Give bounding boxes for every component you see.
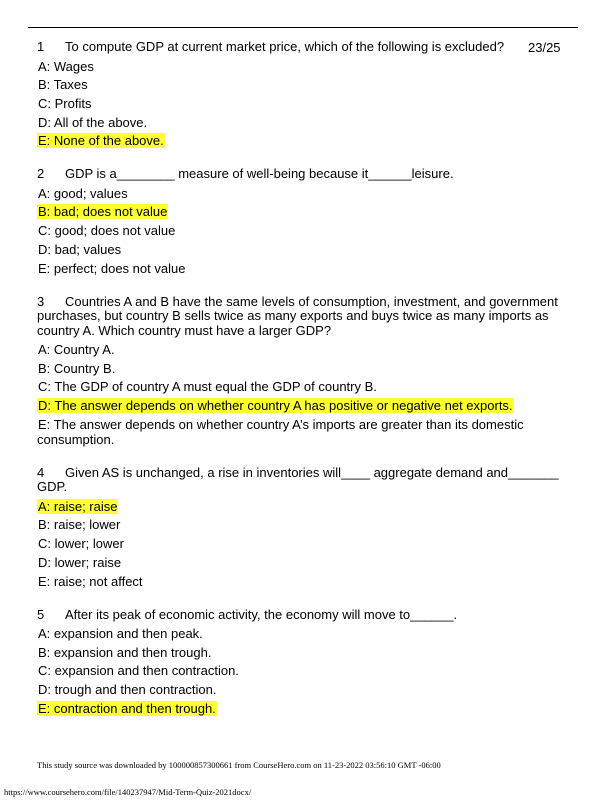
answer-option-highlighted (37, 701, 577, 716)
answer-option (37, 645, 577, 660)
option-text: A: expansion and then peak. (38, 626, 203, 641)
question-prompt: GDP is a________ measure of well-being because it______leisure. (65, 166, 454, 182)
option-text: D: lower; raise (38, 554, 122, 570)
question-number: 1 (37, 39, 45, 54)
option-text: E: raise; not affect (38, 573, 143, 589)
question-number: 4 (37, 464, 45, 480)
top-rule (28, 27, 578, 28)
page-number: 23/25 (528, 40, 561, 55)
option-text: D: bad; values (38, 241, 122, 257)
option-text: B: bad; does not value (38, 204, 168, 220)
answer-option-highlighted (37, 499, 577, 514)
answer-option (37, 223, 577, 238)
download-note: This study source was downloaded by 100000857300661 from CourseHero.com on 11-23-2022 03:56:10 GMT -06:00 (37, 760, 441, 770)
option-text: C: expansion and then contraction. (38, 663, 239, 679)
source-url-link[interactable]: https://www.coursehero.com/file/140237947/Mid-Term-Quiz-2021docx/ (4, 787, 252, 797)
answer-option (37, 663, 577, 678)
option-text: D: The answer depends on whether country A has positive or negative net exports. (38, 398, 513, 414)
answer-option (37, 242, 577, 257)
question-number: 5 (37, 606, 45, 622)
answer-option-highlighted (37, 398, 577, 413)
option-text: D: All of the above. (38, 114, 148, 130)
option-text: A: Country A. (38, 342, 115, 357)
question-block (37, 295, 577, 447)
option-text: D: trough and then contraction. (38, 682, 217, 698)
option-text: B: Taxes (38, 77, 88, 93)
question-number: 2 (37, 166, 45, 182)
option-text: B: expansion and then trough. (38, 644, 212, 660)
option-text: C: The GDP of country A must equal the GDP of country B. (38, 379, 377, 395)
option-text: B: Country B. (38, 360, 116, 376)
option-text: C: good; does not value (38, 223, 176, 239)
question-block (37, 167, 577, 275)
question-prompt: To compute GDP at current market price, which of the following is excluded? (65, 39, 505, 54)
option-text: A: Wages (38, 58, 94, 74)
answer-option (37, 555, 577, 570)
quiz-content (37, 40, 577, 735)
option-text: A: raise; raise (38, 498, 118, 514)
question-block (37, 608, 577, 716)
answer-option (37, 517, 577, 532)
question-prompt: Countries A and B have the same levels of consumption, investment, and government purchases, but country B sells twice as many exports and buys twice as many imports as country A. Which country must have a larger GDP? (37, 293, 558, 338)
option-text: E: contraction and then trough. (38, 700, 216, 716)
option-text: C: Profits (38, 95, 92, 111)
question-text (37, 295, 577, 339)
answer-option (37, 59, 577, 74)
question-text (37, 40, 577, 55)
question-number: 3 (37, 293, 45, 309)
answer-option (37, 536, 577, 551)
question-block (37, 466, 577, 589)
question-text (37, 608, 577, 623)
answer-option (37, 417, 577, 447)
answer-option (37, 77, 577, 92)
option-text: B: raise; lower (38, 517, 121, 533)
answer-option (37, 682, 577, 697)
question-text (37, 167, 577, 182)
answer-option (37, 186, 577, 201)
answer-option (37, 379, 577, 394)
answer-option (37, 574, 577, 589)
option-text: E: None of the above. (38, 133, 164, 149)
answer-option (37, 115, 577, 130)
answer-option (37, 96, 577, 111)
option-text: A: good; values (38, 185, 128, 201)
question-block (37, 40, 577, 148)
answer-option (37, 342, 577, 357)
answer-option (37, 261, 577, 276)
option-text: E: perfect; does not value (38, 260, 186, 276)
question-prompt: After its peak of economic activity, the economy will move to______. (65, 606, 458, 622)
question-text (37, 466, 577, 495)
answer-option-highlighted (37, 133, 577, 148)
question-prompt: Given AS is unchanged, a rise in inventories will____ aggregate demand and_______ GDP. (37, 464, 559, 495)
option-text: E: The answer depends on whether country A’s imports are greater than its domestic consumption. (37, 416, 524, 447)
option-text: C: lower; lower (38, 536, 124, 552)
answer-option (37, 361, 577, 376)
answer-option (37, 626, 577, 641)
answer-option-highlighted (37, 204, 577, 219)
